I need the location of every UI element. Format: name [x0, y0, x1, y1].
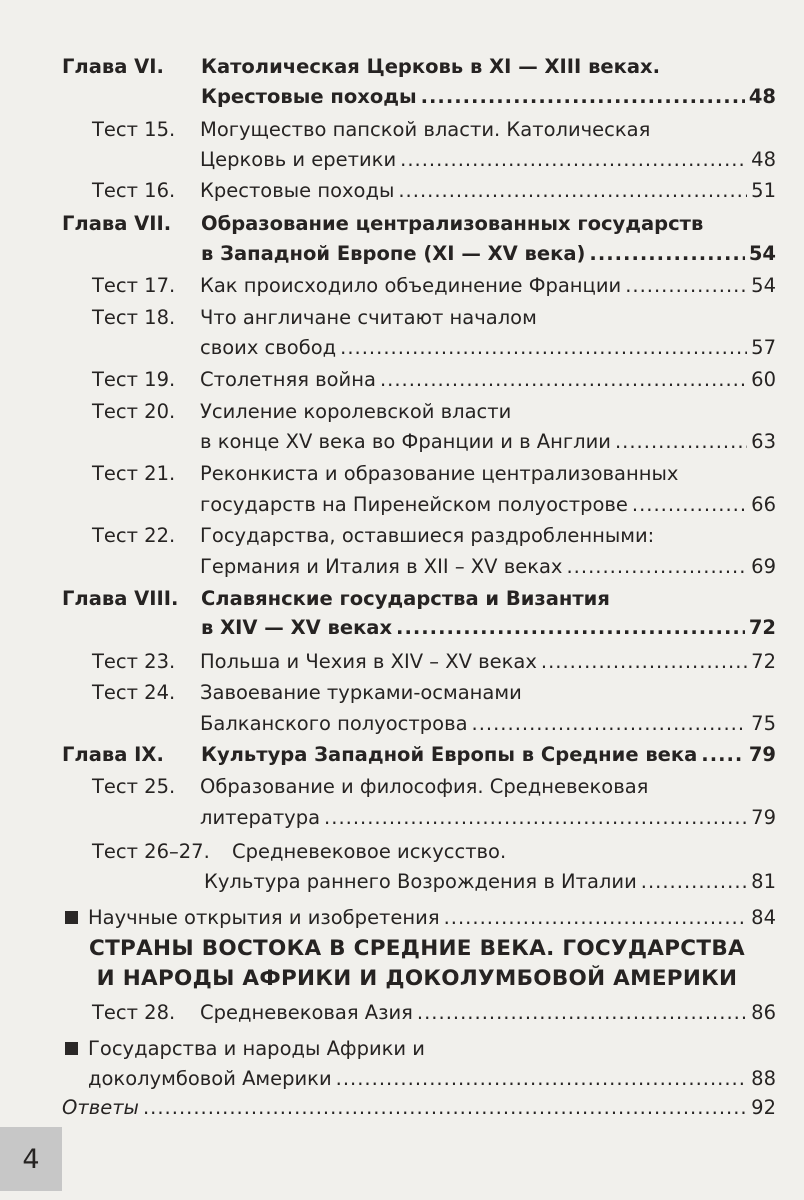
toc-label: Глава IX.	[62, 743, 164, 766]
toc-page: 84	[751, 906, 776, 929]
toc-title: Балканского полуострова	[200, 712, 468, 735]
toc-leader	[336, 1067, 748, 1090]
toc-leader	[380, 368, 747, 391]
toc-chapter-6-cont[interactable]	[201, 85, 776, 108]
toc-title: Могущество папской власти. Католическая	[200, 118, 651, 141]
toc-title: Образование и философия. Средневековая	[200, 775, 649, 798]
toc-page: 60	[751, 368, 776, 391]
toc-page: 57	[751, 336, 776, 359]
toc-title: доколумбовой Америки	[88, 1067, 332, 1090]
toc-test-16[interactable]	[92, 179, 776, 202]
toc-title: Славянские государства и Византия	[201, 587, 610, 610]
toc-page: 54	[748, 242, 776, 265]
toc-page: 54	[751, 274, 776, 297]
toc-title: Реконкиста и образование централизованных	[200, 462, 679, 485]
toc-test-23[interactable]	[92, 650, 776, 673]
toc-page: 51	[751, 179, 776, 202]
toc-test-24[interactable]	[92, 681, 776, 704]
toc-test-24-cont[interactable]	[200, 712, 776, 735]
toc-label: Тест 26–27.	[92, 840, 210, 863]
toc-title: Научные открытия и изобретения	[88, 906, 440, 929]
toc-label: Тест 18.	[92, 306, 176, 329]
toc-chapter-8[interactable]	[62, 587, 776, 610]
toc-extra-science[interactable]	[65, 906, 776, 929]
toc-leader	[541, 650, 747, 673]
toc-title: в конце XV века во Франции и в Англии	[200, 430, 611, 453]
toc-chapter-7-cont[interactable]	[201, 242, 776, 265]
toc-page: 88	[751, 1067, 776, 1090]
toc-title: Крестовые походы	[201, 85, 417, 108]
toc-title: Крестовые походы	[200, 179, 395, 202]
toc-title: Средневековое искусство.	[232, 840, 507, 863]
toc-title: Как происходило объединение Франции	[200, 274, 622, 297]
toc-test-22[interactable]	[92, 524, 776, 547]
toc-page: 79	[751, 806, 776, 829]
toc-leader	[472, 712, 748, 735]
toc-leader	[143, 1096, 747, 1119]
toc-label: Глава VIII.	[62, 587, 179, 610]
toc-title: Польша и Чехия в XIV – XV веках	[200, 650, 537, 673]
toc-title: Государства, оставшиеся раздробленными:	[200, 524, 655, 547]
toc-label: Тест 24.	[92, 681, 176, 704]
toc-label: Тест 15.	[92, 118, 176, 141]
toc-leader	[400, 148, 747, 171]
toc-page: 75	[751, 712, 776, 735]
toc-title: Ответы	[62, 1096, 139, 1119]
toc-page: 92	[751, 1096, 776, 1119]
toc-test-28[interactable]	[92, 1001, 776, 1024]
toc-test-22-cont[interactable]	[200, 555, 776, 578]
toc-leader	[632, 493, 747, 516]
toc-page: 72	[748, 616, 776, 639]
toc-test-15[interactable]	[92, 118, 776, 141]
toc-test-19[interactable]	[92, 368, 776, 391]
square-bullet-icon	[65, 911, 78, 924]
section-heading-line-2: И НАРОДЫ АФРИКИ И ДОКОЛУМБОВОЙ АМЕРИКИ	[96, 966, 738, 991]
toc-test-21-cont[interactable]	[200, 493, 776, 516]
toc-label: Тест 23.	[92, 650, 176, 673]
toc-title: Культура раннего Возрождения в Италии	[204, 870, 637, 893]
toc-page: 79	[748, 743, 776, 766]
toc-test-20[interactable]	[92, 400, 776, 423]
toc-title: Культура Западной Европы в Средние века	[201, 743, 698, 766]
toc-page: 81	[751, 870, 776, 893]
section-heading-line-1: СТРАНЫ ВОСТОКА В СРЕДНИЕ ВЕКА. ГОСУДАРСТВА	[89, 936, 745, 961]
toc-chapter-9[interactable]	[62, 743, 776, 766]
toc-leader	[324, 806, 747, 829]
toc-test-25[interactable]	[92, 775, 776, 798]
toc-test-26-27-cont[interactable]	[204, 870, 776, 893]
toc-page: 48	[748, 85, 776, 108]
toc-title: литература	[200, 806, 321, 829]
toc-title: Католическая Церковь в XI — XIII веках.	[201, 55, 661, 78]
toc-label: Тест 25.	[92, 775, 176, 798]
toc-test-20-cont[interactable]	[200, 430, 776, 453]
toc-leader	[417, 1001, 747, 1024]
toc-page: 48	[751, 148, 776, 171]
toc-title: государств на Пиренейском полуострове	[200, 493, 628, 516]
toc-answers[interactable]	[62, 1096, 776, 1119]
toc-test-21[interactable]	[92, 462, 776, 485]
toc-leader	[340, 336, 747, 359]
toc-page: 66	[751, 493, 776, 516]
toc-label: Глава VI.	[62, 55, 164, 78]
toc-chapter-6[interactable]	[62, 55, 776, 78]
toc-title: Государства и народы Африки и	[88, 1037, 425, 1060]
toc-test-18-cont[interactable]	[200, 336, 776, 359]
toc-title: Усиление королевской власти	[200, 400, 512, 423]
toc-leader	[615, 430, 747, 453]
toc-title: Образование централизованных государств	[201, 212, 704, 235]
toc-title: Завоевание турками-османами	[200, 681, 522, 704]
toc-title: в Западной Европе (XI — XV века)	[201, 242, 586, 265]
toc-test-17[interactable]	[92, 274, 776, 297]
toc-extra-africa[interactable]	[65, 1037, 776, 1060]
toc-title: своих свобод	[200, 336, 337, 359]
toc-page: 72	[751, 650, 776, 673]
toc-extra-africa-cont[interactable]	[88, 1067, 776, 1090]
toc-title: Церковь и еретики	[200, 148, 397, 171]
toc-leader	[701, 743, 745, 766]
toc-leader	[421, 85, 745, 108]
toc-leader	[589, 242, 744, 265]
toc-test-18[interactable]	[92, 306, 776, 329]
toc-leader	[396, 616, 745, 639]
square-bullet-icon	[65, 1042, 78, 1055]
toc-label: Тест 19.	[92, 368, 176, 391]
toc-page: 63	[751, 430, 776, 453]
toc-test-26-27[interactable]	[92, 840, 776, 863]
toc-test-25-cont[interactable]	[200, 806, 776, 829]
toc-chapter-7[interactable]	[62, 212, 776, 235]
toc-leader	[444, 906, 748, 929]
toc-leader	[566, 555, 747, 578]
toc-title: Что англичане считают началом	[200, 306, 537, 329]
toc-leader	[641, 870, 747, 893]
toc-title: Столетняя война	[200, 368, 376, 391]
toc-page: 69	[751, 555, 776, 578]
toc-label: Тест 20.	[92, 400, 176, 423]
toc-leader	[398, 179, 747, 202]
toc-label: Глава VII.	[62, 212, 172, 235]
toc-label: Тест 21.	[92, 462, 176, 485]
toc-label: Тест 28.	[92, 1001, 176, 1024]
toc-label: Тест 16.	[92, 179, 176, 202]
toc-label: Тест 17.	[92, 274, 176, 297]
page-number: 4	[22, 1143, 40, 1175]
toc-title: Германия и Италия в XII – XV веках	[200, 555, 563, 578]
toc-chapter-8-cont[interactable]	[201, 616, 776, 639]
toc-page: 86	[751, 1001, 776, 1024]
page-number-box	[0, 1127, 62, 1191]
toc-title: в XIV — XV веках	[201, 616, 393, 639]
toc-test-15-cont[interactable]	[200, 148, 776, 171]
toc-label: Тест 22.	[92, 524, 176, 547]
toc-title: Средневековая Азия	[200, 1001, 413, 1024]
toc-leader	[625, 274, 747, 297]
